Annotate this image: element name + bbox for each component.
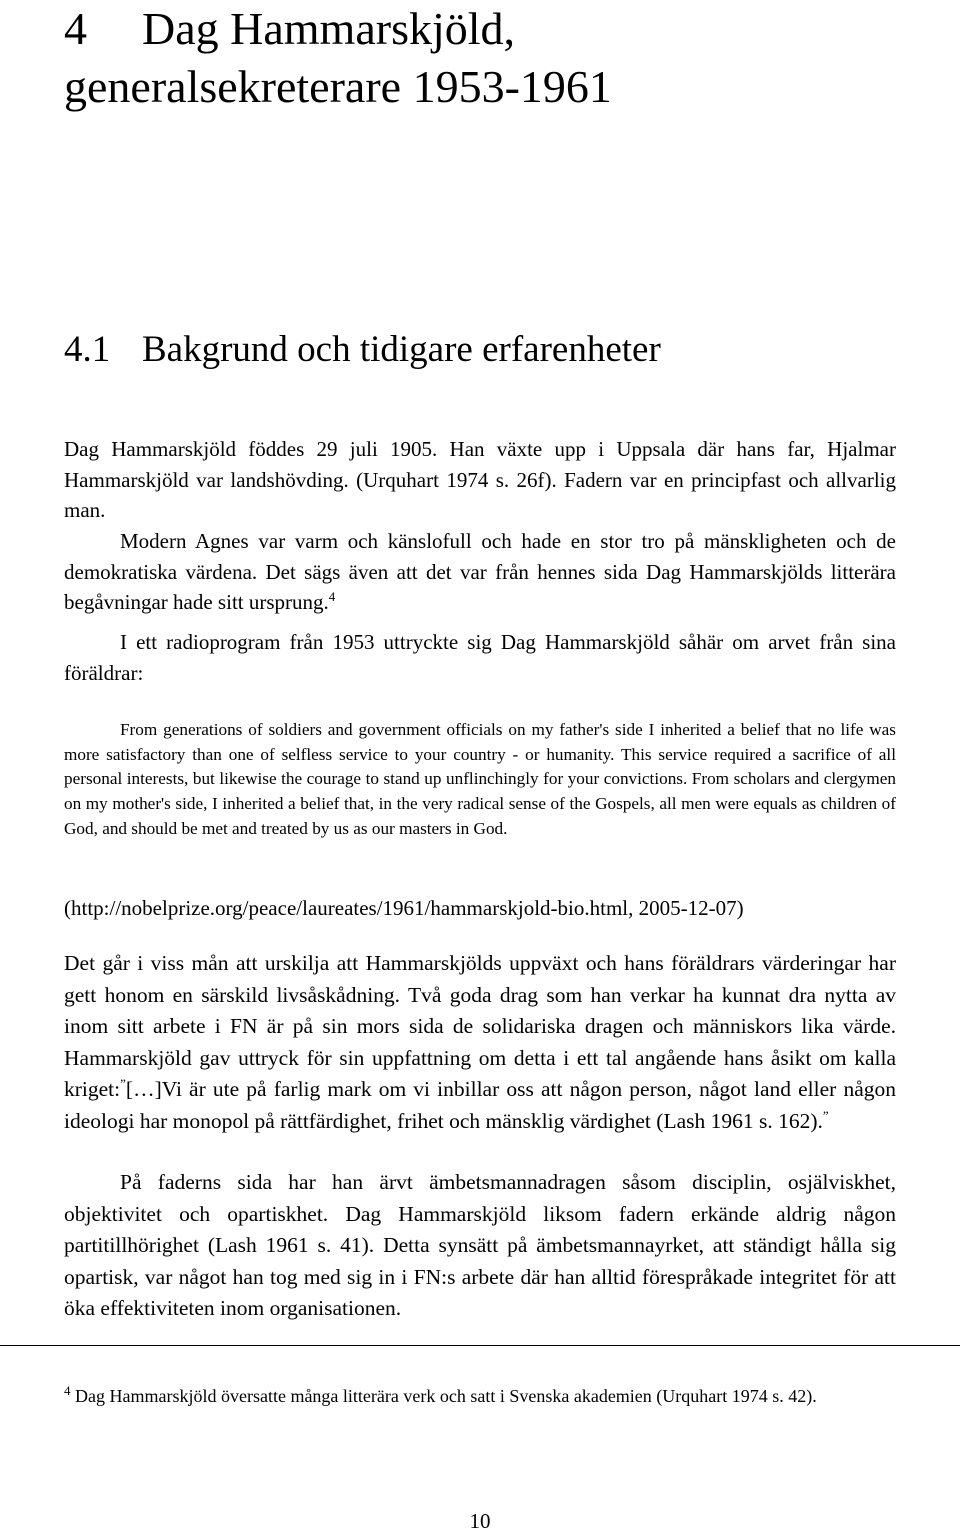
paragraph-intro-2-text: Modern Agnes var varm och känslofull och hade en stor tro på mänskligheten och de demokratiska värdena. Det sägs även att det var från hennes sida Dag Hammarskjölds litterära begåvningar hade sitt ursprung. <box>64 529 896 614</box>
paragraph-body-2: På faderns sida har han ärvt ämbetsmannadragen såsom disciplin, osjälviskhet, objektivitet och opartiskhet. Dag Hammarskjöld liksom fadern erkände aldrig någon partitillhörighet (Lash 1961 s. 41). Detta synsätt på ämbetsmannayrket, att ständigt hålla sig opartisk, var något han tog med sig in i FN:s arbete där han alltid förespråkade integritet för att öka effektiviteten inom organisationen. <box>64 1170 896 1321</box>
chapter-title-line2: generalsekreterare 1953-1961 <box>64 61 612 112</box>
section-number: 4.1 <box>64 329 111 370</box>
quote-source: (http://nobelprize.org/peace/laureates/1961/hammarskjold-bio.html, 2005-12-07) <box>64 896 744 920</box>
footnote-number: 4 <box>64 1383 71 1398</box>
paragraph-intro-1: Dag Hammarskjöld föddes 29 juli 1905. Han växte upp i Uppsala där hans far, Hjalmar Hammarskjöld var landshövding. (Urquhart 1974 s. 26f). Fadern var en principfast och allvarlig man. <box>64 437 896 522</box>
footnote <box>64 1383 896 1410</box>
chapter-number: 4 <box>64 3 87 54</box>
footnote-divider <box>0 1345 960 1346</box>
page-number: 10 <box>469 1509 491 1533</box>
chapter-title-line1: Dag Hammarskjöld, <box>142 3 516 54</box>
paragraph-intro-2 <box>64 526 896 618</box>
section-title: Bakgrund och tidigare erfarenheter <box>142 329 661 370</box>
paragraph-body-1-text-b: […]Vi är ute på farlig mark om vi inbillar oss att någon person, något land eller någon ideologi har monopol på rättfärdighet, frihet och mänsklig värdighet (Lash 1961 s. 162). <box>64 1077 896 1133</box>
paragraph-body-1-text-a: Det går i viss mån att urskilja att Hammarskjölds uppväxt och hans föräldrars värderingar har gett honom en särskild livsåskådning. Två goda drag som han verkar ha kunnat dra nytta av inom sitt arbete i FN är på sin mors sida de solidariska dragen och människors lika värde. Hammarskjöld gav uttryck för sin uppfattning om detta i ett tal angående hans åsikt om kalla kriget: <box>64 951 896 1102</box>
paragraph-body-1 <box>64 948 896 1138</box>
paragraph-intro-3: I ett radioprogram från 1953 uttryckte sig Dag Hammarskjöld såhär om arvet från sina föräldrar: <box>64 630 896 685</box>
quote-mark-close: ” <box>822 1107 829 1123</box>
section-heading <box>64 326 661 374</box>
footnote-ref: 4 <box>328 589 336 604</box>
footnote-text: Dag Hammarskjöld översatte många litterära verk och satt i Svenska akademien (Urquhart 1974 s. 42). <box>75 1386 817 1406</box>
block-quote: From generations of soldiers and government officials on my father's side I inherited a belief that no life was more satisfactory than one of selfless service to your country - or humanity. This service required a sacrifice of all personal interests, but likewise the courage to stand up unflinchingly for your convictions. From scholars and clergymen on my mother's side, I inherited a belief that, in the very radical sense of the Gospels, all men were equals as children of God, and should be met and treated by us as our masters in God. <box>64 720 896 838</box>
quote-mark-open: ” <box>120 1076 126 1092</box>
chapter-heading <box>64 0 612 116</box>
